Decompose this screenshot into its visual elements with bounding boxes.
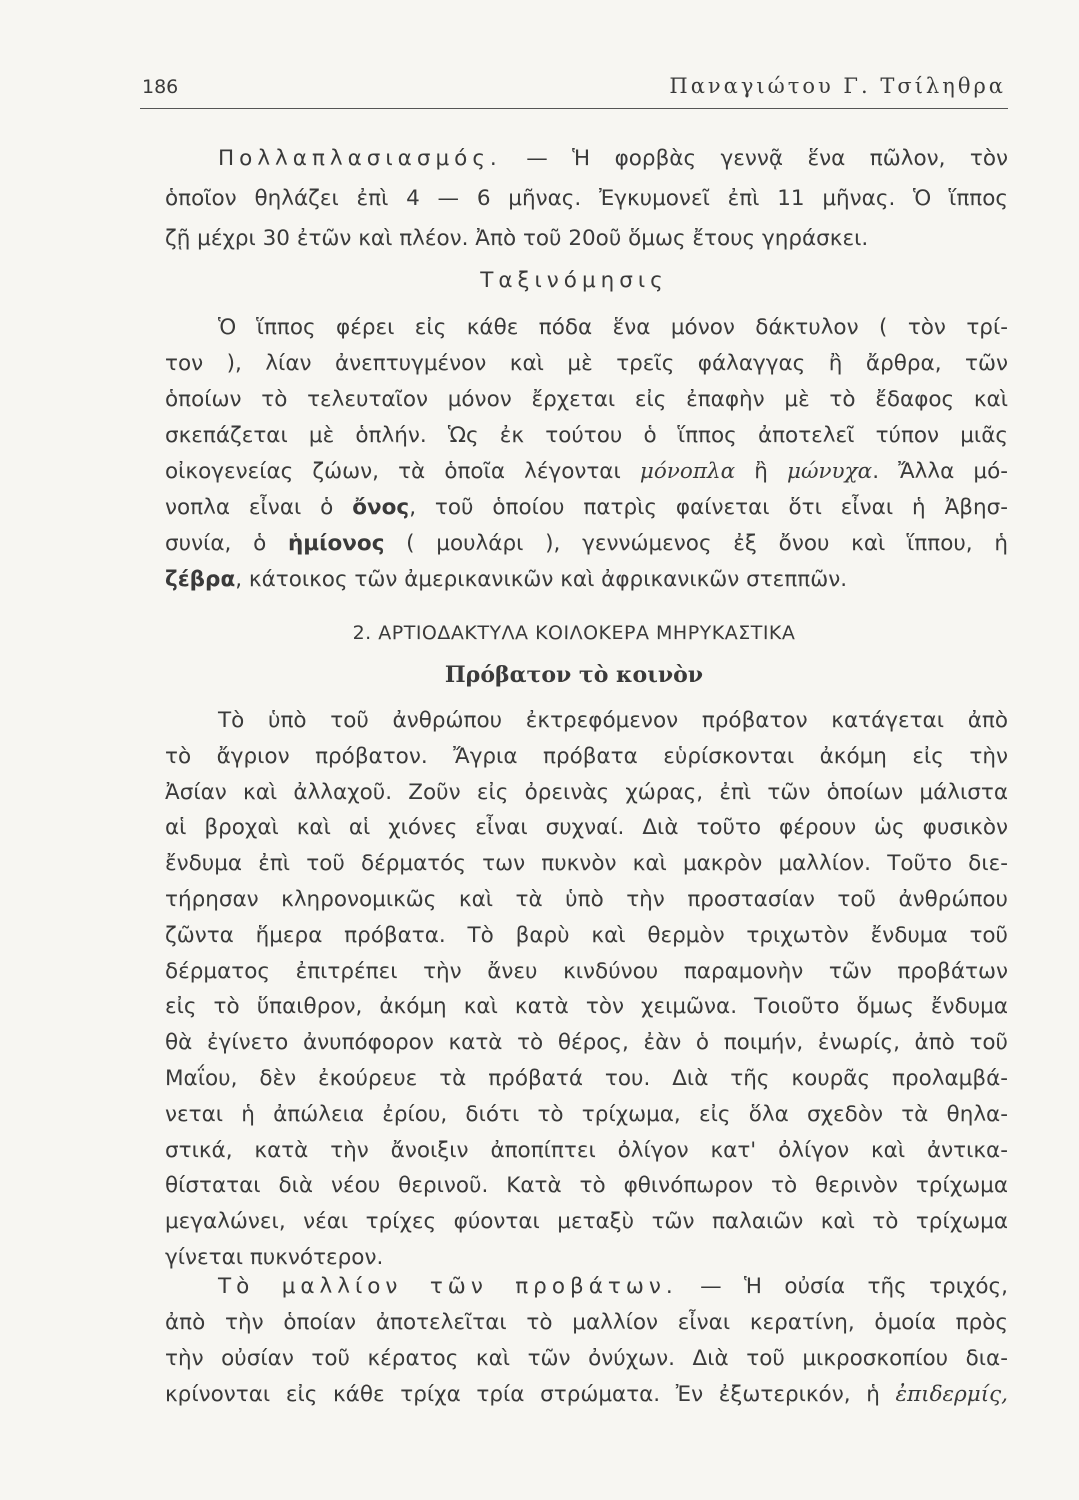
paragraph-line: τὴν οὐσίαν τοῦ κέρατος καὶ τῶν ὀνύχων. Διὰ τοῦ μικροσκοπίου δια- [165, 1346, 1008, 1371]
page-header [140, 72, 1008, 109]
paragraph-line: ζῶντα ἥμερα πρόβατα. Τὸ βαρὺ καὶ θερμὸν τριχωτὸν ἔνδυμα τοῦ [165, 922, 1008, 948]
paragraph-line: Μαΐου, δὲν ἐκούρευε τὰ πρόβατά του. Διὰ τῆς κουρᾶς προλαμβά- [165, 1066, 1008, 1091]
paragraph-line: ὁποίων τὸ τελευταῖον μόνον ἔρχεται εἰς ἐπαφὴν μὲ τὸ ἔδαφος καὶ [165, 387, 1008, 412]
paragraph-line: τὸ ἄγριον πρόβατον. Ἄγρια πρόβατα εὑρίσκονται ἀκόμη εἰς τὴν [165, 743, 1008, 769]
paragraph-line: δέρματος ἐπιτρέπει τὴν ἄνευ κινδύνου παραμονὴν τῶν προβάτων [165, 958, 1008, 984]
paragraph-line: αἱ βροχαὶ καὶ αἱ χιόνες εἶναι συχναί. Διὰ τοῦτο φέρουν ὡς φυσικὸν [165, 815, 1008, 841]
paragraph-line: Τὸ ὑπὸ τοῦ ἀνθρώπου ἐκτρεφόμενον πρόβατον κατάγεται ἀπὸ [218, 708, 1008, 733]
paragraph-line: θίσταται διὰ νέου θερινοῦ. Κατὰ τὸ φθινόπωρον τὸ θερινὸν τρίχωμα [165, 1173, 1008, 1199]
italic-term: μόνοπλα [639, 459, 736, 484]
paragraph-line: τήρησαν κληρονομικῶς καὶ τὰ ὑπὸ τὴν προστασίαν τοῦ ἀνθρώπου [165, 887, 1008, 912]
running-head: Παναγιώτου Γ. Τσίληθρα [669, 74, 1006, 98]
italic-term: ἐπιδερμίς, [895, 1382, 1008, 1407]
paragraph-line: ἔνδυμα ἐπὶ τοῦ δέρματός των πυκνὸν καὶ μακρὸν μαλλίον. Τοῦτο διε- [165, 851, 1008, 877]
paragraph-line: Ἀσίαν καὶ ἀλλαχοῦ. Ζοῦν εἰς ὀρεινὰς χώρας, ἐπὶ τῶν ὁποίων μάλιστα [165, 779, 1008, 805]
sub-heading: Πρόβατον τὸ κοινὸν [444, 662, 704, 688]
paragraph-line: νεται ἡ ἀπώλεια ἐρίου, διότι τὸ τρίχωμα, εἰς ὅλα σχεδὸν τὰ θηλα- [165, 1101, 1008, 1127]
bold-term: ἡμίονος [288, 531, 385, 556]
page-number: 186 [142, 76, 179, 98]
paragraph-line: σκεπάζεται μὲ ὁπλήν. Ὡς ἐκ τούτου ὁ ἵππος ἀποτελεῖ τύπον μιᾶς [165, 423, 1008, 448]
paragraph-line: κρίνονται εἰς κάθε τρίχα τρία στρώματα. Ἐν ἐξωτερικόν, ἡ ἐπιδερμίς, [165, 1382, 1008, 1407]
paragraph-line: ζῇ μέχρι 30 ἐτῶν καὶ πλέον. Ἀπὸ τοῦ 20οῦ ὅμως ἔτους γηράσκει. [165, 226, 869, 251]
paragraph-line: μεγαλώνει, νέαι τρίχες φύονται μεταξὺ τῶν παλαιῶν καὶ τὸ τρίχωμα [165, 1209, 1008, 1235]
section-heading: Ταξινόμησις [480, 268, 668, 293]
section-heading: 2. ΑΡΤΙΟΔΑΚΤΥΛΑ ΚΟΙΛΟΚΕΡΑ ΜΗΡΥΚΑΣΤΙΚΑ [352, 622, 796, 644]
paragraph-line: στικά, κατὰ τὴν ἄνοιξιν ἀποπίπτει ὀλίγον κατ' ὀλίγον καὶ ἀντικα- [165, 1137, 1008, 1163]
paragraph-line: τον ), λίαν ἀνεπτυγμένον καὶ μὲ τρεῖς φάλαγγας ἢ ἄρθρα, τῶν [165, 351, 1008, 376]
paragraph-line: Τὸ μαλλίον τῶν προβάτων. — Ἡ οὐσία τῆς τριχός, [218, 1274, 1009, 1299]
paragraph-line: Ὁ ἵππος φέρει εἰς κάθε πόδα ἕνα μόνον δάκτυλον ( τὸν τρί- [218, 315, 1008, 340]
paragraph-line: ἀπὸ τὴν ὁποίαν ἀποτελεῖται τὸ μαλλίον εἶναι κερατίνη, ὁμοία πρὸς [165, 1310, 1008, 1335]
bold-term: ζέβρα [165, 567, 236, 592]
paragraph-line: Πολλαπλασιασμός. — Ἡ φορβὰς γεννᾷ ἕνα πῶλον, τὸν [218, 146, 1008, 171]
paragraph-line: γίνεται πυκνότερον. [165, 1245, 384, 1270]
paragraph-line: ὁποῖον θηλάζει ἐπὶ 4 — 6 μῆνας. Ἐγκυμονεῖ ἐπὶ 11 μῆνας. Ὁ ἵππος [165, 186, 1008, 211]
italic-term: μώνυχα [786, 459, 873, 484]
paragraph-line: εἰς τὸ ὕπαιθρον, ἀκόμη καὶ κατὰ τὸν χειμῶνα. Τοιοῦτο ὅμως ἔνδυμα [165, 994, 1008, 1020]
paragraph-line: συνία, ὁ ἡμίονος ( μουλάρι ), γεννώμενος ἐξ ὄνου καὶ ἵππου, ἡ [165, 531, 1008, 556]
paragraph-line: ζέβρα, κάτοικος τῶν ἀμερικανικῶν καὶ ἀφρικανικῶν στεππῶν. [165, 567, 848, 592]
section-title: Πολλαπλασιασμός. [218, 146, 502, 171]
bold-term: ὄνος [352, 495, 410, 520]
paragraph-line: νοπλα εἶναι ὁ ὄνος, τοῦ ὁποίου πατρὶς φαίνεται ὅτι εἶναι ἡ Ἀβησ- [165, 495, 1009, 520]
paragraph-line: οἰκογενείας ζώων, τὰ ὁποῖα λέγονται μόνοπλα ἢ μώνυχα. Ἄλλα μό- [165, 459, 1009, 484]
section-title: Τὸ μαλλίον τῶν προβάτων. [218, 1274, 678, 1299]
paragraph-line: θὰ ἐγίνετο ἀνυπόφορον κατὰ τὸ θέρος, ἐὰν ὁ ποιμήν, ἐνωρίς, ἀπὸ τοῦ [165, 1030, 1008, 1056]
